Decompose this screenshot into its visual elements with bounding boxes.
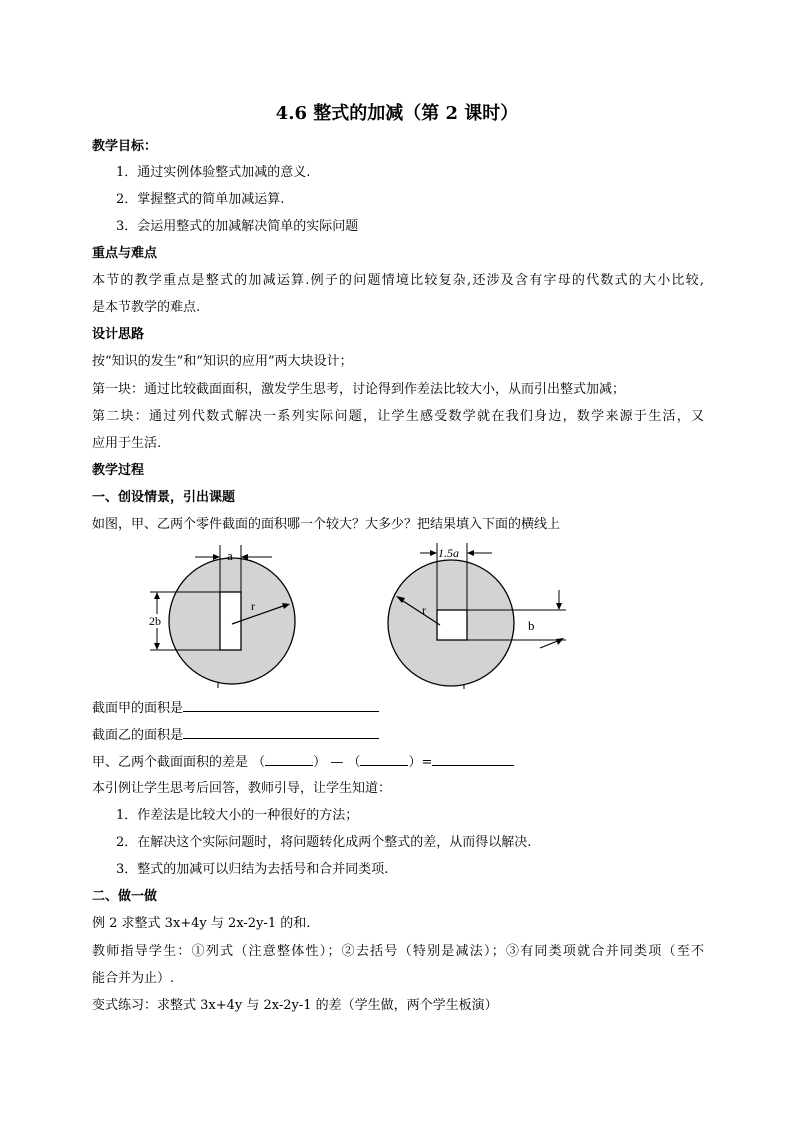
variant-text: 变式练习：求整式 3x+4y 与 2x-2y-1 的差（学生做，两个学生板演） [92, 998, 498, 1013]
label-r: r [422, 603, 426, 617]
design-heading: 设计思路 [92, 327, 145, 342]
equals-sign: = [421, 755, 433, 770]
guide-text: 能合并为止）. [92, 971, 175, 986]
design-text: 应用于生活. [92, 436, 162, 451]
objective-item: 3．会运用整式的加减解决简单的实际问题 [116, 219, 359, 234]
objective-item: 2．掌握整式的简单加减运算. [116, 192, 285, 207]
design-text: 第二块：通过列代数式解决一系列实际问题，让学生感受数学就在我们身边，数学来源于生活，又 [92, 409, 704, 424]
minus-sign: — [330, 755, 344, 770]
key-points-text: 是本节教学的难点. [92, 300, 201, 315]
part-b-hole [437, 610, 467, 640]
process-heading: 教学过程 [92, 463, 145, 478]
label-1-5a: 1.5a [438, 546, 459, 560]
difference-line [92, 752, 704, 772]
discussion-text: 本引例让学生思考后回答，教师引导，让学生知道： [92, 781, 392, 796]
area-a-line [92, 698, 704, 718]
open-paren: （ [347, 755, 361, 770]
section2-heading: 二、做一做 [92, 889, 158, 904]
difference-blank-2[interactable] [360, 752, 408, 766]
example-text: 例 2 求整式 3x+4y 与 2x-2y-1 的和. [92, 916, 311, 931]
page-title: 4.6 整式的加减（第 2 课时） [275, 103, 519, 124]
area-a-label: 截面甲的面积是 [92, 701, 184, 716]
difference-blank-1[interactable] [265, 752, 313, 766]
close-paren: ） [408, 755, 422, 770]
figure-part-a [140, 540, 330, 690]
key-points-heading: 重点与难点 [92, 246, 158, 261]
difference-result-blank[interactable] [432, 752, 514, 766]
area-a-blank[interactable] [183, 698, 379, 712]
part-a-hole [220, 592, 241, 650]
question-text: 如图，甲、乙两个零件截面的面积哪一个较大？大多少？把结果填入下面的横线上 [92, 517, 561, 532]
label-b: b [528, 618, 535, 633]
key-points-text: 本节的教学重点是整式的加减运算.例子的问题情境比较复杂,还涉及含有字母的代数式的大小比较, [92, 273, 704, 288]
label-r: r [251, 599, 255, 613]
area-b-blank[interactable] [183, 725, 379, 739]
label-a: a [227, 548, 233, 563]
open-paren: （ [252, 755, 266, 770]
objective-item: 1．通过实例体验整式加减的意义. [116, 165, 311, 180]
objectives-heading: 教学目标： [92, 139, 158, 154]
point-item: 3．整式的加减可以归结为去括号和合并同类项. [116, 862, 389, 877]
difference-label: 甲、乙两个截面面积的差是 [92, 755, 249, 770]
area-b-label: 截面乙的面积是 [92, 728, 184, 743]
close-paren: ） [313, 755, 327, 770]
design-text: 第一块：通过比较截面面积，激发学生思考，讨论得到作差法比较大小，从而引出整式加减； [92, 382, 626, 397]
guide-text: 教师指导学生：①列式（注意整体性）；②去括号（特别是减法）；③有同类项就合并同类项（至不 [92, 944, 704, 959]
area-b-line [92, 725, 704, 745]
point-item: 2．在解决这个实际问题时，将问题转化成两个整式的差，从而得以解决. [116, 835, 532, 850]
point-item: 1．作差法是比较大小的一种很好的方法； [116, 808, 359, 823]
section1-heading: 一、创设情景，引出课题 [92, 490, 236, 505]
label-2b: 2b [149, 614, 161, 628]
figure-part-b [380, 538, 580, 693]
design-text: 按“知识的发生”和“知识的应用”两大块设计； [92, 354, 353, 369]
